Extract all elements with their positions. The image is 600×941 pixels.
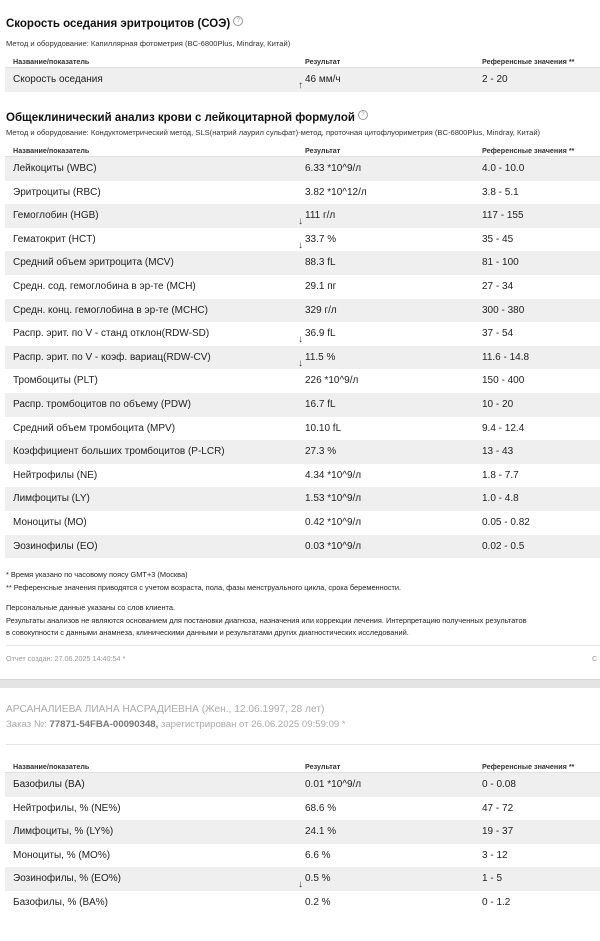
test-result [305,257,336,268]
cbc-section-title: Общеклинический анализ крови с лейкоцитарной формулой ? [6,110,368,124]
reference-range: 27 - 34 [482,280,514,292]
test-result [298,233,337,251]
test-result [298,74,341,91]
result-value: 111 г/л [305,210,336,222]
header-name: Название/показатель [13,146,90,155]
note-reference: ** Референсные значения приводятся с учетом возраста, пола, фазы менструального цикла, срока беременности. [6,583,402,592]
page2-rows [5,773,600,915]
test-result [305,826,336,837]
test-name: Средн. конц. гемоглобина в эр-те (MCHC) [13,304,208,316]
result-value: 10.10 fL [305,422,342,434]
note-disclaimer-1: Результаты анализов не являются основанием для постановки диагноза, назначения или коррекции лечения. Интерпретацию полученных результатов [6,616,527,625]
test-result [305,446,336,457]
test-result [305,399,336,410]
esr-table [5,54,600,92]
table-row [5,820,600,844]
test-result [305,779,361,790]
test-name: Распр. эрит. по V - коэф. вариац(RDW-CV) [13,351,211,363]
result-value: 1.53 *10^9/л [305,493,362,505]
test-result [305,541,361,552]
table-row [5,891,600,915]
table-row [5,393,600,417]
result-value: 0.5 % [305,873,331,885]
reference-range: 13 - 43 [482,446,514,458]
reference-range: 81 - 100 [482,257,519,269]
test-name: Средн. сод. гемоглобина в эр-те (MCH) [13,280,196,292]
result-value: 4.34 *10^9/л [305,469,362,481]
reference-range: 4.0 - 10.0 [482,163,525,174]
table-row [5,299,600,323]
header-name: Название/показатель [13,762,90,771]
help-icon[interactable]: ? [233,16,243,26]
result-value: 68.6 % [305,802,337,814]
test-name: Эритроциты (RBC) [13,186,101,198]
table-header [5,54,600,68]
result-value: 6.33 *10^9/л [305,163,362,174]
table-row [5,204,600,228]
reference-range: 35 - 45 [482,233,514,245]
reference-range: 0 - 0.08 [482,779,516,790]
order-number: 77871-54FBA-00090348, [49,719,159,730]
test-name: Распр. эрит. по V - станд отклон(RDW-SD) [13,328,210,340]
report-created: Отчет создан: 27.06.2025 14:40:54 * [6,654,126,663]
test-name: Тромбоциты (PLT) [13,375,98,387]
reference-range: 19 - 37 [482,826,514,838]
test-result [305,187,367,198]
table-row [5,487,600,511]
result-value: 24.1 % [305,826,337,838]
header-result: Результат [305,762,341,771]
reference-range: 0.02 - 0.5 [482,540,525,552]
test-name: Эозинофилы, % (EO%) [13,873,121,885]
reference-range: 1 - 5 [482,873,503,885]
result-value: 27.3 % [305,446,337,458]
test-result [305,803,336,814]
test-result [298,873,331,891]
result-value: 29.1 пг [305,280,337,292]
table-row [5,773,600,797]
divider-line [6,744,600,745]
test-result [305,423,341,434]
test-name: Эозинофилы (EO) [13,540,98,552]
test-result [305,305,337,316]
header-ref: Референсные значения ** [482,146,575,155]
test-name: Лейкоциты (WBC) [13,163,97,174]
test-result [298,210,336,228]
esr-section-title: Скорость оседания эритроцитов (СОЭ) ? [6,16,243,30]
table-row [5,346,600,370]
page2-table [5,759,600,915]
table-row [5,275,600,299]
result-value: 33.7 % [305,233,337,245]
table-row [5,797,600,821]
patient-info: АРСАНАЛИЕВА ЛИАНА НАСРАДИЕВНА (Жен., 12.06.1997, 28 лет) [6,704,325,715]
flag-arrow-icon: ↓ [298,216,303,228]
reference-range: 9.4 - 12.4 [482,422,525,434]
result-value: 46 мм/ч [305,74,341,85]
header-result: Результат [305,146,341,155]
test-name: Средний объем тромбоцита (MPV) [13,422,176,434]
reference-range: 47 - 72 [482,802,514,814]
page-break [0,679,600,688]
reference-range: 0 - 1.2 [482,896,511,908]
table-row [5,417,600,441]
result-value: 0.42 *10^9/л [305,516,362,528]
help-icon[interactable]: ? [358,110,368,120]
test-result [305,493,361,504]
test-name: Коэффициент больших тромбоцитов (P-LCR) [13,446,225,458]
reference-range: 10 - 20 [482,398,514,410]
result-value: 16.7 fL [305,398,336,410]
flag-arrow-icon: ↓ [298,239,303,251]
note-personal: Персональные данные указаны со слов клиента. [6,603,175,612]
reference-range: 1.8 - 7.7 [482,469,519,481]
flag-arrow-icon: ↓ [298,879,303,891]
table-row [5,511,600,535]
note-disclaimer-2: в совокупности с данными анамнеза, клиническими данными и результатами других диагностических исследований. [6,628,409,637]
table-row [5,369,600,393]
test-result [305,281,336,292]
reference-range: 117 - 155 [482,210,524,222]
header-result: Результат [305,57,341,66]
test-name: Распр. тромбоцитов по объему (PDW) [13,398,191,410]
reference-range: 3.8 - 5.1 [482,186,519,198]
result-value: 0.2 % [305,896,331,908]
reference-range: 1.0 - 4.8 [482,493,519,505]
table-row [5,157,600,181]
result-value: 226 *10^9/л [305,375,359,387]
table-row [5,228,600,252]
result-value: 11.5 % [305,351,336,363]
test-name: Нейтрофилы (NE) [13,469,98,481]
table-row [5,464,600,488]
test-result [305,163,361,174]
reference-range: 150 - 400 [482,375,525,387]
cbc-rows [5,157,600,558]
test-result [298,328,336,346]
note-timezone: * Время указано по часовому поясу GMT+3 (Москва) [6,570,188,579]
reference-range: 300 - 380 [482,304,525,316]
result-value: 88.3 fL [305,257,336,269]
test-result [305,850,331,861]
reference-range: 0.05 - 0.82 [482,516,530,528]
result-value: 0.01 *10^9/л [305,779,362,790]
cbc-table [5,143,600,558]
footer-corner-text: С [592,654,598,663]
test-name: Базофилы, % (BA%) [13,896,108,908]
test-name: Средний объем эритроцита (MCV) [13,257,174,269]
table-header [5,759,600,773]
table-row [5,181,600,205]
test-name: Моноциты (MO) [13,516,87,528]
header-ref: Референсные значения ** [482,762,575,771]
test-result [305,897,331,908]
order-info: Заказ №: 77871-54FBA-00090348, зарегистрирован от 26.06.2025 09:59:09 * [6,719,346,730]
test-result [305,517,361,528]
table-row [5,322,600,346]
header-ref: Референсные значения ** [482,57,575,66]
test-name: Лимфоциты (LY) [13,493,90,505]
reference-range: 11.6 - 14.8 [482,351,530,363]
test-result [305,375,358,386]
test-name: Моноциты, % (MO%) [13,849,111,861]
table-header [5,143,600,157]
test-result [298,351,336,369]
divider-line [6,645,600,646]
table-row [5,440,600,464]
reference-range: 2 - 20 [482,74,508,85]
result-value: 6.6 % [305,849,331,861]
flag-arrow-icon: ↓ [298,357,303,369]
test-name: Нейтрофилы, % (NE%) [13,802,121,814]
table-row [5,535,600,559]
result-value: 3.82 *10^12/л [305,186,367,198]
esr-rows [5,68,600,92]
test-name: Гемоглобин (HGB) [13,210,99,222]
flag-arrow-icon: ↑ [298,80,303,91]
header-name: Название/показатель [13,57,90,66]
test-name: Лимфоциты, % (LY%) [13,826,114,838]
flag-arrow-icon: ↓ [298,334,303,346]
reference-range: 37 - 54 [482,328,514,340]
table-row [5,844,600,868]
table-row [5,867,600,891]
test-result [305,470,361,481]
result-value: 0.03 *10^9/л [305,540,362,552]
result-value: 36.9 fL [305,328,336,340]
cbc-method: Метод и оборудование: Кондуктометрический метод, SLS(натрий лаурил сульфат)-метод, проточная цитофлуориметрия (BC-6800Plus, Mindray, Китай) [6,128,541,137]
reference-range: 3 - 12 [482,849,508,861]
test-name: Гематокрит (HCT) [13,233,96,245]
test-name: Базофилы (BA) [13,779,85,790]
test-name: Скорость оседания [13,74,103,85]
table-row [5,251,600,275]
table-row [5,68,600,92]
esr-method: Метод и оборудование: Капиллярная фотометрия (BC-6800Plus, Mindray, Китай) [6,39,291,48]
result-value: 329 г/л [305,304,337,316]
